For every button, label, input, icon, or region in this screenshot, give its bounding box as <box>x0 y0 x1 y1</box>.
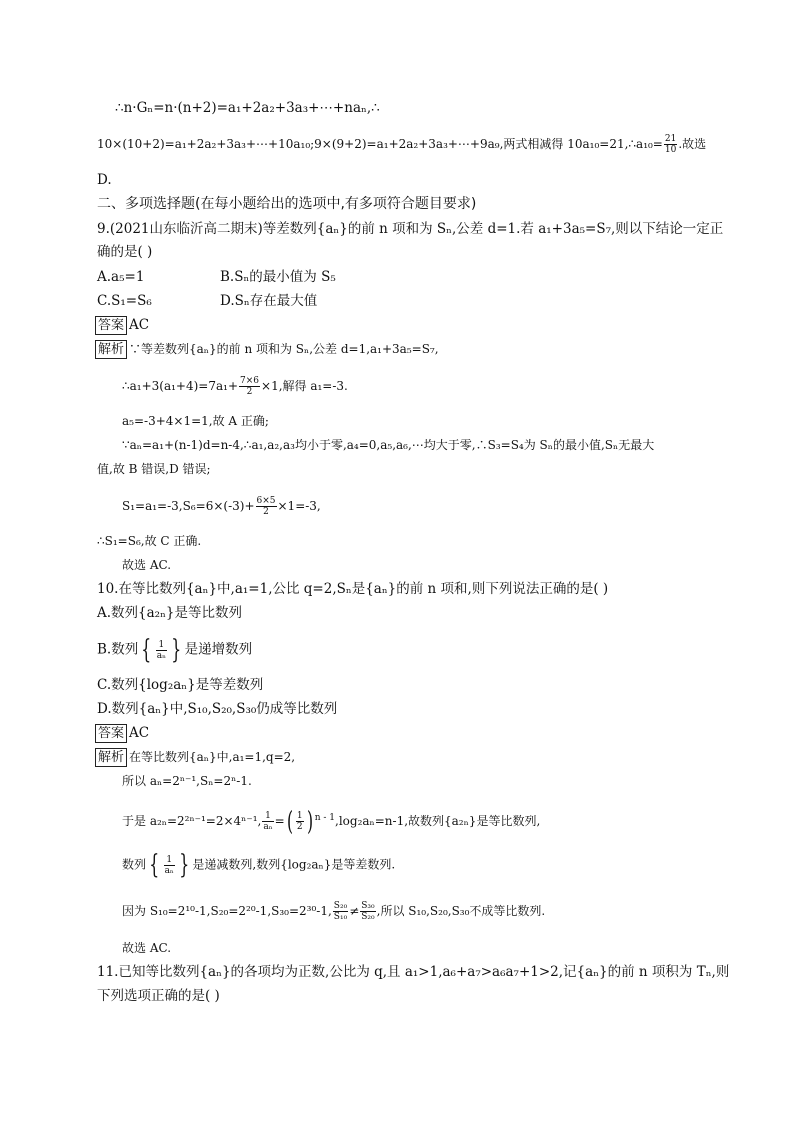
text: ×1,解得 a₁=-3. <box>261 379 348 393</box>
fraction <box>296 811 304 832</box>
text-line <box>122 852 395 878</box>
text-line <box>122 435 654 455</box>
text: B.Sₙ的最小值为 S₅ <box>220 269 336 285</box>
question-11 <box>97 962 729 982</box>
explanation-line <box>95 747 295 767</box>
right-paren: ) <box>306 806 313 837</box>
fraction-denominator: 2 <box>246 387 253 397</box>
text: 二、多项选择题(在每小题给出的选项中,有多项符合题目要求) <box>97 196 477 212</box>
text: ∵等差数列{aₙ}的前 n 项和为 Sₙ,公差 d=1,a₁+3a₅=S₇, <box>129 342 439 356</box>
explanation-line <box>95 339 439 359</box>
text: ×1=-3, <box>277 499 321 513</box>
text-line <box>122 555 171 575</box>
text-line <box>97 170 112 190</box>
equals-sign: = <box>274 814 285 828</box>
text: ∴S₁=S₆,故 C 正确. <box>97 534 202 548</box>
left-paren: ( <box>286 806 293 837</box>
text: .故选 <box>678 137 707 151</box>
right-brace: } <box>171 635 182 665</box>
option-d <box>97 699 337 719</box>
fraction-numerator: 1 <box>296 811 303 821</box>
text-line <box>122 808 540 835</box>
text: ,log₂aₙ=n-1,故数列{a₂ₙ}是等比数列, <box>335 814 541 828</box>
text: 在等比数列{aₙ}中,a₁=1,q=2, <box>129 750 296 764</box>
text: 确的是( ) <box>97 244 153 260</box>
not-equal-sign: ≠ <box>349 904 360 918</box>
text: C.数列{log₂aₙ}是等差数列 <box>97 677 264 693</box>
text-line <box>97 986 220 1006</box>
text: 于是 a₂ₙ=2²ⁿ⁻¹=2×4ⁿ⁻¹, <box>122 814 262 828</box>
answer-line <box>95 723 149 743</box>
text: 是递减数列,数列{log₂aₙ}是等差数列. <box>192 857 396 872</box>
text: 11.已知等比数列{aₙ}的各项均为正数,公比为 q,且 a₁>1,a₆+a₇>a₆a₇+1>2,记{aₙ}的前 n 项积为 Tₙ,则 <box>97 964 730 980</box>
answer-value: AC <box>129 725 150 741</box>
text: 9.(2021山东临沂高二期末)等差数列{aₙ}的前 n 项和为 Sₙ,公差 d=1.若 a₁+3a₅=S₇,则以下结论一定正 <box>97 221 724 237</box>
fraction-denominator: 2 <box>296 822 303 832</box>
question-10 <box>97 579 608 599</box>
text-line <box>97 459 211 479</box>
text-line <box>122 901 545 922</box>
text: D.数列{aₙ}中,S₁₀,S₂₀,S₃₀仍成等比数列 <box>97 701 338 717</box>
text: 10.在等比数列{aₙ}中,a₁=1,公比 q=2,Sₙ是{aₙ}的前 n 项和,则下列说法正确的是( ) <box>97 581 609 597</box>
fraction-numerator: 1 <box>262 811 273 822</box>
option-a <box>97 603 242 623</box>
section-heading <box>97 194 476 214</box>
option-a <box>97 267 144 287</box>
text-line <box>122 771 252 791</box>
text: 10×(10+2)=a₁+2a₂+3a₃+⋯+10a₁₀;9×(9+2)=a₁+2a₂+3a₃+⋯+9a₉,两式相减得 10a₁₀=21,∴a₁₀= <box>97 137 663 151</box>
text: A.a₅=1 <box>97 269 145 285</box>
text-line <box>97 531 201 551</box>
fraction-denominator: S₁₀ <box>333 912 348 922</box>
fraction-numerator: S₃₀ <box>361 901 375 911</box>
fraction-numerator: 7×6 <box>240 376 260 386</box>
fraction <box>239 376 260 397</box>
text-line <box>122 411 269 431</box>
text-line <box>122 938 171 958</box>
explanation-tag: 解析 <box>95 748 127 767</box>
text: ∴a₁+3(a₁+4)=7a₁+ <box>122 379 239 393</box>
option-c <box>97 675 263 695</box>
text: 故选 AC. <box>122 941 172 955</box>
text: 因为 S₁₀=2¹⁰-1,S₂₀=2²⁰-1,S₃₀=2³⁰-1, <box>122 904 332 918</box>
text: 数列 <box>122 857 147 872</box>
fraction <box>360 901 375 922</box>
text: B.数列 <box>97 641 139 658</box>
text: 所以 aₙ=2ⁿ⁻¹,Sₙ=2ⁿ-1. <box>122 774 252 788</box>
left-brace: { <box>141 635 152 665</box>
text: ∵aₙ=a₁+(n-1)d=n-4,∴a₁,a₂,a₃均小于零,a₄=0,a₅,a₆,⋯均大于零,∴S₃=S₄为 Sₙ的最小值,Sₙ无最大 <box>122 438 655 452</box>
text: D. <box>97 172 112 188</box>
option-b <box>97 637 252 663</box>
fraction-numerator: 21 <box>664 134 677 144</box>
text: ∴n·Gₙ=n·(n+2)=a₁+2a₂+3a₃+⋯+naₙ,∴ <box>115 100 380 116</box>
option-d <box>220 291 317 311</box>
fraction <box>164 855 175 876</box>
text: S₁=a₁=-3,S₆=6×(-3)+ <box>122 499 255 513</box>
text-line <box>97 242 152 262</box>
fraction <box>664 134 677 155</box>
text: 故选 AC. <box>122 558 172 572</box>
exponent: n - 1 <box>314 813 336 823</box>
fraction <box>156 640 167 661</box>
question-9 <box>97 219 723 239</box>
fraction-denominator: aₙ <box>263 822 273 832</box>
text: A.数列{a₂ₙ}是等比数列 <box>97 605 243 621</box>
fraction-denominator: S₂₀ <box>361 912 375 922</box>
text: 值,故 B 错误,D 错误; <box>97 462 211 476</box>
text-line <box>122 496 321 517</box>
fraction <box>256 496 277 517</box>
text: ,所以 S₁₀,S₂₀,S₃₀不成等比数列. <box>376 904 546 918</box>
answer-value: AC <box>129 317 150 333</box>
text: C.S₁=S₆ <box>97 293 152 309</box>
fraction <box>333 901 348 922</box>
text-line <box>115 98 380 118</box>
text: 是递增数列 <box>184 641 253 658</box>
answer-tag: 答案 <box>95 724 127 743</box>
fraction <box>262 811 273 832</box>
fraction-denominator: 2 <box>263 507 269 517</box>
fraction-denominator: aₙ <box>156 650 167 661</box>
option-b <box>220 267 336 287</box>
answer-line <box>95 315 149 335</box>
fraction-denominator: 10 <box>664 145 677 155</box>
option-c <box>97 291 152 311</box>
explanation-tag: 解析 <box>95 340 127 359</box>
fraction-denominator: aₙ <box>164 865 174 876</box>
fraction-numerator: S₂₀ <box>333 901 348 911</box>
text: a₅=-3+4×1=1,故 A 正确; <box>122 414 269 428</box>
fraction-numerator: 1 <box>156 640 167 651</box>
right-brace: } <box>179 850 190 880</box>
text-line <box>122 376 348 397</box>
left-brace: { <box>149 850 160 880</box>
fraction-numerator: 6×5 <box>256 496 276 506</box>
answer-tag: 答案 <box>95 316 127 335</box>
text: D.Sₙ存在最大值 <box>220 293 318 309</box>
text: 下列选项正确的是( ) <box>97 988 220 1004</box>
fraction-numerator: 1 <box>164 855 175 866</box>
text-line <box>97 134 706 155</box>
